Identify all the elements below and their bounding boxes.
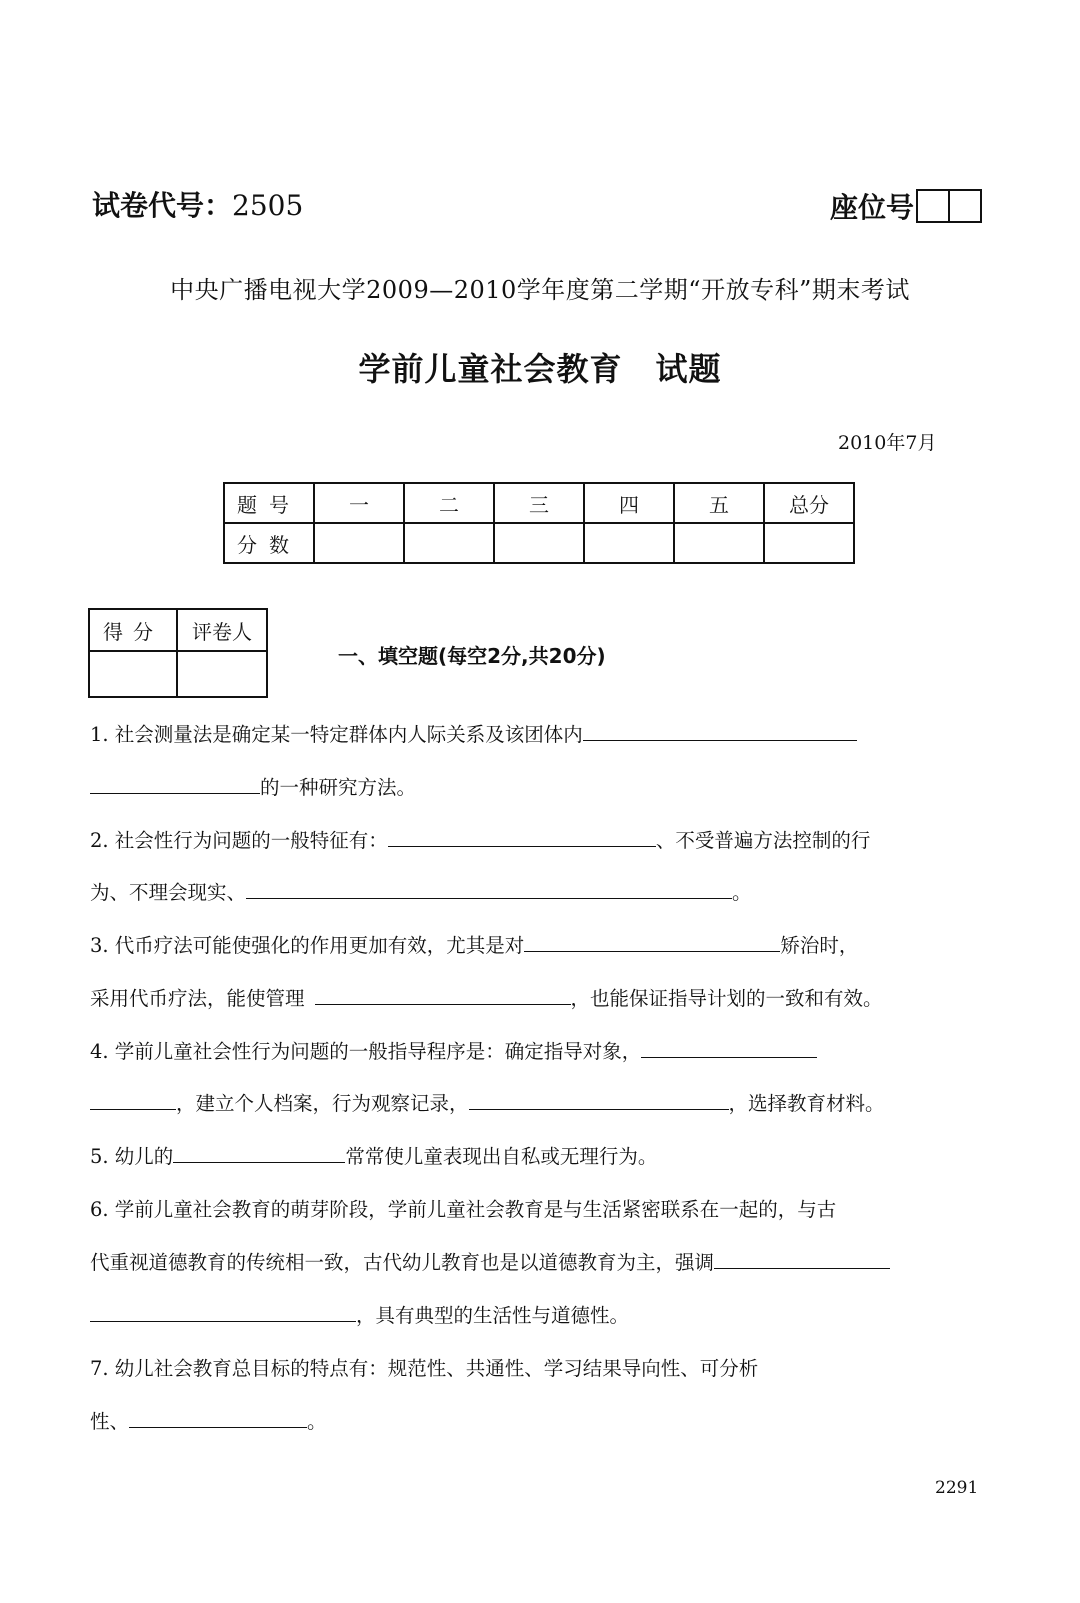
answer-blank[interactable] [173,1142,345,1163]
question-4-line-1 [90,1036,996,1064]
answer-blank[interactable] [524,931,780,952]
answer-blank[interactable] [90,1089,176,1110]
question-text: 性、 [90,1410,130,1433]
subject-title: 学前儿童社会教育 试题 [358,350,722,388]
score-cell[interactable] [764,523,854,563]
answer-blank[interactable] [641,1037,817,1058]
question-text: 为、不理会现实、 [90,881,247,904]
question-2-line-2 [90,877,996,905]
answer-blank[interactable] [583,720,857,741]
question-6-line-2 [90,1247,996,1275]
answer-blank[interactable] [315,984,571,1005]
score-table-column: 四 [584,483,674,523]
question-text: 7. 幼儿社会教育总目标的特点有：规范性、共通性、学习结果导向性、可分析 [90,1357,759,1380]
answer-blank[interactable] [714,1248,890,1269]
section-heading: 一、填空题(每空2分,共20分) [338,644,606,668]
answer-blank[interactable] [90,1301,356,1322]
answer-blank[interactable] [469,1089,729,1110]
score-table-header-row [224,483,854,523]
question-5-line-1 [90,1141,996,1169]
exam-date: 2010年7月 [838,432,937,454]
paper-code-label: 试卷代号： [92,189,233,222]
question-text: 1. 社会测量法是确定某一特定群体内人际关系及该团体内 [90,723,583,746]
question-text: 5. 幼儿的 [90,1145,174,1168]
question-1-line-2 [90,772,996,800]
question-text: 6. 学前儿童社会教育的萌芽阶段，学前儿童社会教育是与生活紧密联系在一起的，与古 [90,1198,837,1221]
score-cell[interactable] [584,523,674,563]
score-cell[interactable] [494,523,584,563]
grader-table-entry-row [89,651,267,697]
seat-number-box[interactable] [916,189,950,223]
question-6-line-1 [90,1194,996,1222]
question-4-line-2 [90,1088,996,1116]
grader-score-label: 得分 [89,609,177,651]
seat-number-label: 座位号 [829,191,914,224]
exam-title: 中央广播电视大学2009—2010学年度第二学期“开放专科”期末考试 [170,276,910,304]
question-text: ，也能保证指导计划的一致和有效。 [570,987,883,1010]
question-3-line-2 [90,983,996,1011]
score-table-column: 一 [314,483,404,523]
score-table-row-label: 题号 [224,483,314,523]
answer-blank[interactable] [388,826,656,847]
question-text: ，具有典型的生活性与道德性。 [356,1304,630,1327]
question-text: 。 [307,1410,327,1433]
paper-code [92,184,303,224]
score-table-score-row [224,523,854,563]
score-cell[interactable] [404,523,494,563]
question-6-line-3 [90,1300,996,1328]
grader-name-label: 评卷人 [177,609,267,651]
question-text: 。 [732,881,752,904]
question-text: 、不受普遍方法控制的行 [655,829,871,852]
score-table-row-label: 分数 [224,523,314,563]
question-text: 2. 社会性行为问题的一般特征有： [90,829,388,852]
score-table-column: 二 [404,483,494,523]
question-1-line-1 [90,719,996,747]
grader-score-cell[interactable] [89,651,177,697]
seat-number-box[interactable] [950,189,982,223]
question-text: 的一种研究方法。 [260,776,417,799]
page-number: 2291 [935,1478,979,1498]
grader-name-cell[interactable] [177,651,267,697]
score-table [223,482,855,564]
grader-table-header-row [89,609,267,651]
question-text: 3. 代币疗法可能使强化的作用更加有效，尤其是对 [90,934,525,957]
answer-blank[interactable] [129,1407,307,1428]
question-text: ，建立个人档案，行为观察记录， [176,1092,469,1115]
paper-code-value: 2505 [232,189,304,222]
grader-table [88,608,268,698]
seat-number-boxes [916,189,982,223]
answer-blank[interactable] [246,878,732,899]
question-text: 4. 学前儿童社会性行为问题的一般指导程序是：确定指导对象， [90,1040,642,1063]
score-cell[interactable] [314,523,404,563]
question-text: 代重视道德教育的传统相一致，古代幼儿教育也是以道德教育为主，强调 [90,1251,715,1274]
score-table-column: 总分 [764,483,854,523]
question-7-line-2 [90,1406,996,1434]
score-table-column: 三 [494,483,584,523]
question-2-line-1 [90,825,996,853]
question-text: ，选择教育材料。 [728,1092,885,1115]
question-3-line-1 [90,930,996,958]
score-cell[interactable] [674,523,764,563]
seat-number [830,186,982,226]
question-text: 常常使儿童表现出自私或无理行为。 [345,1145,658,1168]
question-text: 采用代币疗法，能使管理 [90,987,305,1010]
question-text: 矫治时， [780,934,859,957]
score-table-column: 五 [674,483,764,523]
question-7-line-1 [90,1353,996,1381]
answer-blank[interactable] [90,773,260,794]
